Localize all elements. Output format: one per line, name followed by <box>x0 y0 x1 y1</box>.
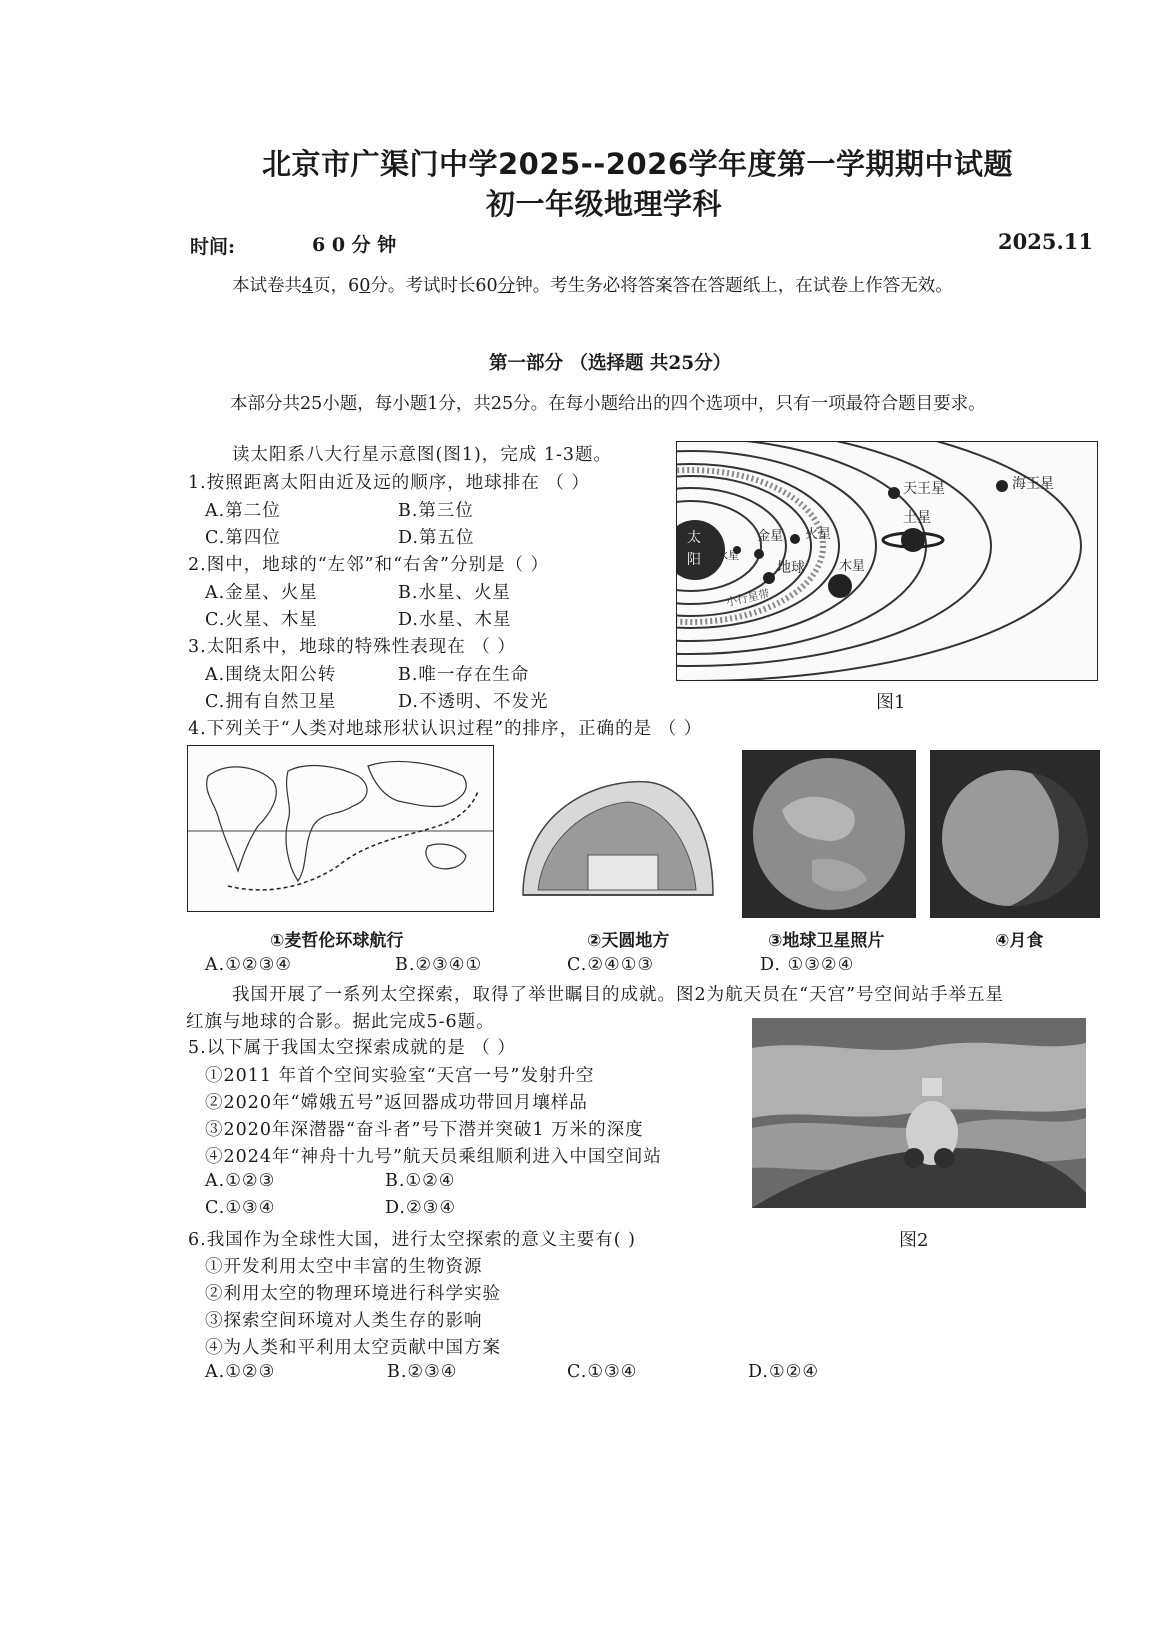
exam-title: 北京市广渠门中学2025--2026学年度第一学期期中试题 <box>262 147 1013 181</box>
q5-item-2: ②2020年“嫦娥五号”返回器成功带回月壤样品 <box>205 1093 588 1113</box>
figure-1-caption: 图1 <box>876 692 906 713</box>
solar-system-diagram <box>677 442 1097 680</box>
jupiter-icon <box>828 574 852 598</box>
uranus-label: 天王星 <box>903 481 945 497</box>
q6-option-a: A.①②③ <box>205 1362 276 1382</box>
q5-item-4: ④2024年“神舟十九号”航天员乘组顺利进入中国空间站 <box>205 1147 662 1167</box>
q4-caption-4: ④月食 <box>995 931 1044 951</box>
earth-icon <box>763 572 775 584</box>
q6-item-3: ③探索空间环境对人类生存的影响 <box>205 1311 483 1331</box>
neptune-icon <box>996 480 1008 492</box>
saturn-label: 土星 <box>903 510 931 526</box>
q1-option-d: D.第五位 <box>398 528 475 548</box>
intro-5-6-line1: 我国开展了一系列太空探索，取得了举世瞩目的成就。图2为航天员在“天宫”号空间站手举五星 <box>232 985 1005 1005</box>
world-map-drawing <box>188 746 493 911</box>
venus-icon <box>754 549 764 559</box>
q4-image-dome <box>518 770 718 910</box>
intro-5-6-line2: 红旗与地球的合影。据此完成5-6题。 <box>186 1012 495 1032</box>
mars-icon <box>790 534 800 544</box>
q3-option-a: A.围绕太阳公转 <box>205 665 337 685</box>
q6-item-4: ④为人类和平利用太空贡献中国方案 <box>205 1338 501 1358</box>
q4-stem: 4.下列关于“人类对地球形状认识过程”的排序，正确的是 （ ） <box>188 719 703 739</box>
q5-option-a: A.①②③ <box>205 1171 276 1191</box>
q3-stem: 3.太阳系中，地球的特殊性表现在 （ ） <box>188 637 516 657</box>
q6-option-c: C.①③④ <box>567 1362 638 1382</box>
q4-image-earth-photo <box>742 750 916 918</box>
neptune-label: 海王星 <box>1012 476 1054 492</box>
q6-option-d: D.①②④ <box>748 1362 820 1382</box>
q1-stem: 1.按照距离太阳由近及远的顺序，地球排在 （ ） <box>188 473 590 493</box>
q2-option-b: B.水星、火星 <box>398 583 511 603</box>
dome-drawing <box>518 770 718 910</box>
part1-heading: 第一部分 （选择题 共25分） <box>489 353 732 374</box>
q4-option-a: A.①②③④ <box>205 955 292 975</box>
figure-1-solar-system <box>676 441 1098 681</box>
jupiter-label: 木星 <box>839 559 866 574</box>
q4-caption-2: ②天圆地方 <box>587 931 670 951</box>
q4-image-lunar-eclipse <box>930 750 1100 918</box>
q2-option-c: C.火星、木星 <box>205 610 318 630</box>
part1-instruction: 本部分共25小题，每小题1分，共25分。在每小题给出的四个选项中，只有一项最符合题目要求。 <box>230 394 986 414</box>
uranus-icon <box>888 487 900 499</box>
q4-caption-3: ③地球卫星照片 <box>768 931 885 951</box>
sun-label-2: 阳 <box>687 552 701 568</box>
q1-option-a: A.第二位 <box>205 501 281 521</box>
exam-notice: 本试卷共4页，60分。考试时长60分钟。考生务必将答案答在答题纸上，在试卷上作答无效。 <box>232 276 953 296</box>
q6-item-1: ①开发利用太空中丰富的生物资源 <box>205 1257 483 1277</box>
figure-2-astronaut-photo <box>752 1018 1086 1208</box>
q5-stem: 5.以下属于我国太空探索成就的是 （ ） <box>188 1038 516 1058</box>
time-value: 6 0 分 钟 <box>312 234 397 256</box>
q4-option-c: C.②④①③ <box>567 955 655 975</box>
q5-item-3: ③2020年深潜器“奋斗者”号下潜并突破1 万米的深度 <box>205 1120 644 1140</box>
q4-image-magellan-map <box>187 745 494 912</box>
q5-option-c: C.①③④ <box>205 1198 276 1218</box>
intro-1-3: 读太阳系八大行星示意图(图1)，完成 1-3题。 <box>232 445 613 465</box>
q2-option-a: A.金星、火星 <box>205 583 318 603</box>
exam-subtitle: 初一年级地理学科 <box>486 187 723 221</box>
exam-date: 2025.11 <box>998 229 1093 254</box>
earth-photo-drawing <box>742 750 916 918</box>
q6-stem: 6.我国作为全球性大国，进行太空探索的意义主要有( ) <box>188 1230 636 1250</box>
asteroid-belt-label: 小行星带 <box>724 587 771 609</box>
figure-2-caption: 图2 <box>899 1230 929 1251</box>
q2-option-d: D.水星、木星 <box>398 610 512 630</box>
q4-option-b: B.②③④① <box>395 955 483 975</box>
astronaut-photo-drawing <box>752 1018 1086 1208</box>
q1-option-c: C.第四位 <box>205 528 281 548</box>
mars-label: 火星 <box>805 527 832 542</box>
sun-label-1: 太 <box>687 530 701 546</box>
q4-caption-1: ①麦哲伦环球航行 <box>270 931 404 951</box>
q4-option-d: D. ①③②④ <box>760 955 855 975</box>
q3-option-b: B.唯一存在生命 <box>398 665 530 685</box>
q3-option-d: D.不透明、不发光 <box>398 692 549 712</box>
venus-label: 金星 <box>757 529 784 544</box>
q6-item-2: ②利用太空的物理环境进行科学实验 <box>205 1284 501 1304</box>
q5-option-d: D.②③④ <box>385 1198 457 1218</box>
q1-option-b: B.第三位 <box>398 501 474 521</box>
saturn-icon <box>901 528 925 552</box>
lunar-eclipse-drawing <box>930 750 1100 918</box>
q5-option-b: B.①②④ <box>385 1171 456 1191</box>
time-label: 时间: <box>190 236 236 258</box>
earth-label: 地球 <box>777 560 805 576</box>
q2-stem: 2.图中，地球的“左邻”和“右舍”分别是（ ） <box>188 555 550 575</box>
mercury-label: 水星 <box>717 549 739 562</box>
q3-option-c: C.拥有自然卫星 <box>205 692 337 712</box>
q6-option-b: B.②③④ <box>387 1362 458 1382</box>
q5-item-1: ①2011 年首个空间实验室“天宫一号”发射升空 <box>205 1066 595 1086</box>
